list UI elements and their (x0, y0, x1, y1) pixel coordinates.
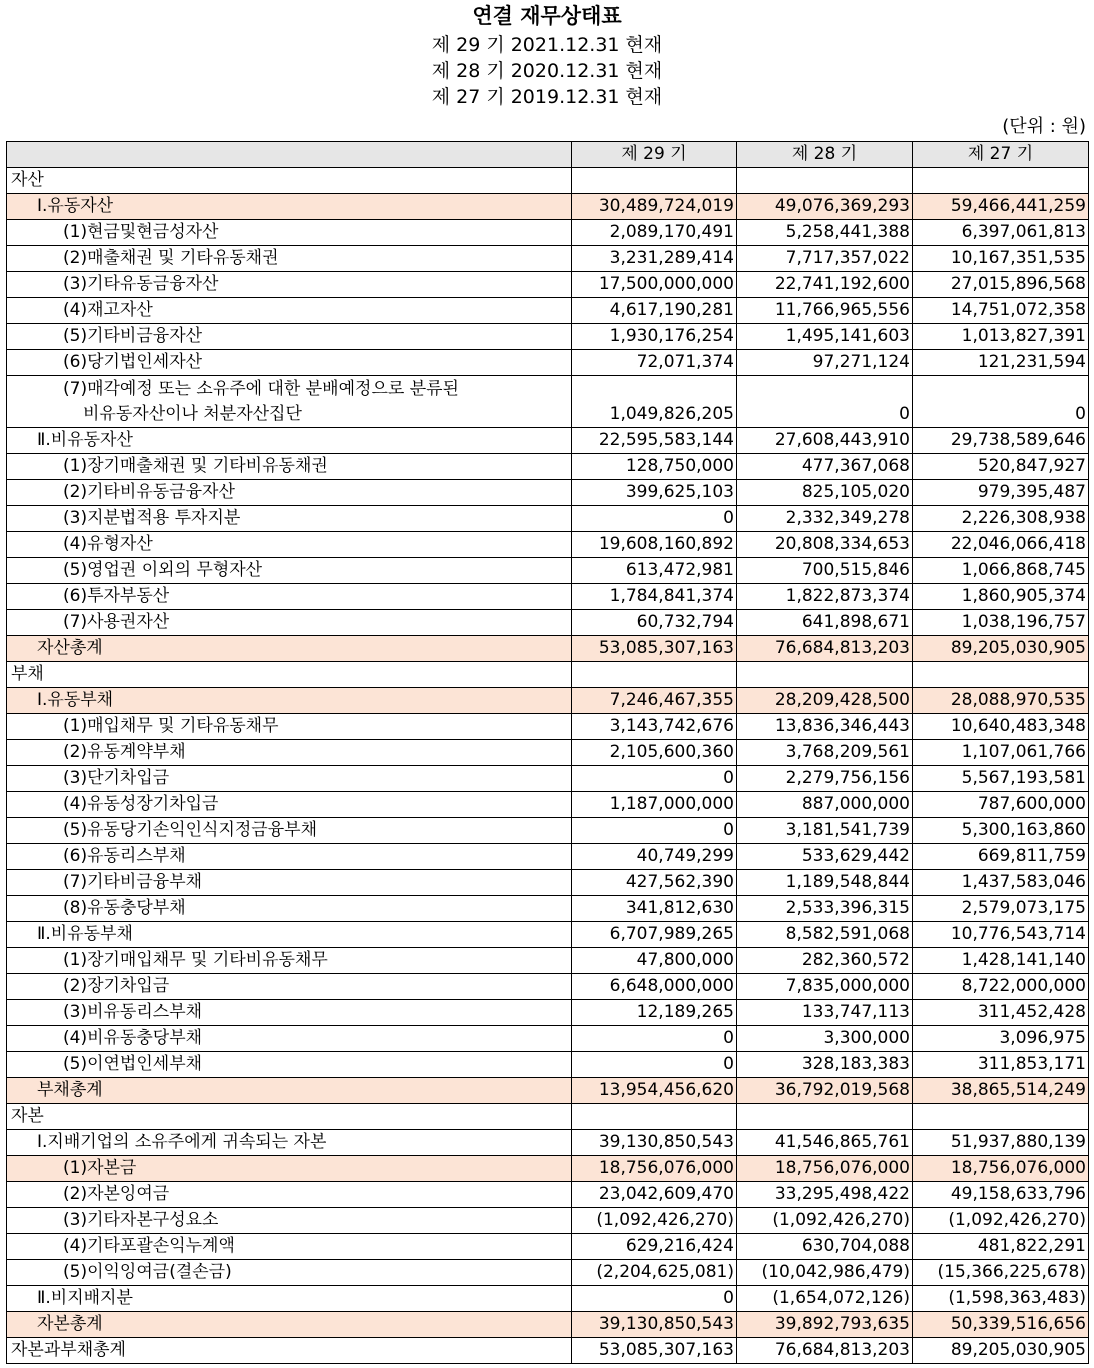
value-cell: 311,853,171 (913, 1052, 1089, 1078)
value-cell: 6,707,989,265 (572, 922, 737, 948)
value-cell: 59,466,441,259 (913, 194, 1089, 220)
table-row (7, 844, 1089, 870)
row-label: (2)장기차입금 (7, 974, 572, 1000)
row-label: (4)유동성장기차입금 (7, 792, 572, 818)
value-cell: 23,042,609,470 (572, 1182, 737, 1208)
value-cell (913, 1104, 1089, 1130)
value-cell: 10,640,483,348 (913, 714, 1089, 740)
value-cell: 40,749,299 (572, 844, 737, 870)
value-cell: 1,495,141,603 (737, 324, 913, 350)
table-row (7, 870, 1089, 896)
value-cell: 1,784,841,374 (572, 584, 737, 610)
value-cell: 1,066,868,745 (913, 558, 1089, 584)
value-cell: 30,489,724,019 (572, 194, 737, 220)
value-cell: 6,648,000,000 (572, 974, 737, 1000)
value-cell: 887,000,000 (737, 792, 913, 818)
row-label: (2)유동계약부채 (7, 740, 572, 766)
row-label: (1)장기매출채권 및 기타비유동채권 (7, 454, 572, 480)
value-cell: 7,717,357,022 (737, 246, 913, 272)
value-cell: 0 (737, 376, 913, 428)
table-row (7, 428, 1089, 454)
value-cell: 1,822,873,374 (737, 584, 913, 610)
value-cell: 0 (913, 376, 1089, 428)
table-row (7, 1312, 1089, 1338)
value-cell: (1,092,426,270) (737, 1208, 913, 1234)
header-cell: 제 28 기 (737, 142, 913, 168)
header-cell: 제 29 기 (572, 142, 737, 168)
value-cell: 669,811,759 (913, 844, 1089, 870)
value-cell: 13,836,346,443 (737, 714, 913, 740)
value-cell: 979,395,487 (913, 480, 1089, 506)
value-cell: (2,204,625,081) (572, 1260, 737, 1286)
balance-sheet-table (6, 141, 1089, 1364)
table-row (7, 896, 1089, 922)
value-cell (913, 168, 1089, 194)
value-cell: 3,181,541,739 (737, 818, 913, 844)
row-label: 자산 (7, 168, 572, 194)
period-28: 제 28 기 2020.12.31 현재 (431, 60, 663, 82)
value-cell: 4,617,190,281 (572, 298, 737, 324)
table-row (7, 1156, 1089, 1182)
value-cell: 7,835,000,000 (737, 974, 913, 1000)
row-label: (7)기타비금융부채 (7, 870, 572, 896)
table-row (7, 1286, 1089, 1312)
row-label: (5)이연법인세부채 (7, 1052, 572, 1078)
value-cell (737, 662, 913, 688)
row-label: (1)자본금 (7, 1156, 572, 1182)
row-label: 부채 (7, 662, 572, 688)
row-label: (3)단기차입금 (7, 766, 572, 792)
table-row (7, 272, 1089, 298)
table-row (7, 662, 1089, 688)
value-cell: 7,246,467,355 (572, 688, 737, 714)
value-cell: 311,452,428 (913, 1000, 1089, 1026)
value-cell: 10,167,351,535 (913, 246, 1089, 272)
value-cell: 0 (572, 766, 737, 792)
row-label: (3)지분법적용 투자지분 (7, 506, 572, 532)
value-cell: 27,015,896,568 (913, 272, 1089, 298)
row-label: (2)기타비유동금융자산 (7, 480, 572, 506)
value-cell (572, 168, 737, 194)
value-cell: 18,756,076,000 (913, 1156, 1089, 1182)
table-row (7, 584, 1089, 610)
table-row (7, 168, 1089, 194)
table-row (7, 1104, 1089, 1130)
row-label: (8)유동충당부채 (7, 896, 572, 922)
value-cell: 341,812,630 (572, 896, 737, 922)
table-row (7, 636, 1089, 662)
value-cell: (1,654,072,126) (737, 1286, 913, 1312)
value-cell: 39,892,793,635 (737, 1312, 913, 1338)
row-label: (3)비유동리스부채 (7, 1000, 572, 1026)
table-row (7, 506, 1089, 532)
value-cell: 1,049,826,205 (572, 376, 737, 428)
row-label: (7)사용권자산 (7, 610, 572, 636)
row-label: Ⅱ.비지배지분 (7, 1286, 572, 1312)
table-row (7, 376, 1089, 428)
row-label-line: (7)매각예정 또는 소유주에 대한 분배예정으로 분류된 (63, 378, 459, 399)
value-cell: 5,258,441,388 (737, 220, 913, 246)
row-label: (5)영업권 이외의 무형자산 (7, 558, 572, 584)
value-cell: 1,189,548,844 (737, 870, 913, 896)
value-cell: (15,366,225,678) (913, 1260, 1089, 1286)
table-row (7, 766, 1089, 792)
table-row (7, 1000, 1089, 1026)
value-cell: 28,209,428,500 (737, 688, 913, 714)
page-title: 연결 재무상태표 (472, 4, 622, 28)
value-cell: 10,776,543,714 (913, 922, 1089, 948)
value-cell: 39,130,850,543 (572, 1312, 737, 1338)
value-cell: 613,472,981 (572, 558, 737, 584)
table-row (7, 688, 1089, 714)
value-cell: 5,300,163,860 (913, 818, 1089, 844)
value-cell: 72,071,374 (572, 350, 737, 376)
row-label: 자본 (7, 1104, 572, 1130)
value-cell: 3,143,742,676 (572, 714, 737, 740)
value-cell: 11,766,965,556 (737, 298, 913, 324)
value-cell: 2,579,073,175 (913, 896, 1089, 922)
value-cell: 1,107,061,766 (913, 740, 1089, 766)
value-cell: (1,598,363,483) (913, 1286, 1089, 1312)
value-cell: 89,205,030,905 (913, 636, 1089, 662)
value-cell: 39,130,850,543 (572, 1130, 737, 1156)
table-row (7, 948, 1089, 974)
value-cell: 19,608,160,892 (572, 532, 737, 558)
value-cell (572, 662, 737, 688)
value-cell: 533,629,442 (737, 844, 913, 870)
value-cell: 1,013,827,391 (913, 324, 1089, 350)
value-cell: 22,741,192,600 (737, 272, 913, 298)
table-row (7, 740, 1089, 766)
row-label: (6)유동리스부채 (7, 844, 572, 870)
value-cell: 0 (572, 1026, 737, 1052)
table-row (7, 1078, 1089, 1104)
row-label: (4)유형자산 (7, 532, 572, 558)
row-label: 부채총계 (7, 1078, 572, 1104)
value-cell: 50,339,516,656 (913, 1312, 1089, 1338)
value-cell: 133,747,113 (737, 1000, 913, 1026)
value-cell: 399,625,103 (572, 480, 737, 506)
value-cell: 1,187,000,000 (572, 792, 737, 818)
value-cell: 14,751,072,358 (913, 298, 1089, 324)
value-cell: 1,437,583,046 (913, 870, 1089, 896)
row-label: Ⅱ.비유동부채 (7, 922, 572, 948)
value-cell: 3,300,000 (737, 1026, 913, 1052)
value-cell: 3,768,209,561 (737, 740, 913, 766)
value-cell: 49,076,369,293 (737, 194, 913, 220)
row-label: Ⅱ.비유동자산 (7, 428, 572, 454)
table-header-row (7, 142, 1089, 168)
value-cell: 0 (572, 1286, 737, 1312)
value-cell (737, 168, 913, 194)
table-row (7, 480, 1089, 506)
value-cell: 60,732,794 (572, 610, 737, 636)
header-cell (7, 142, 572, 168)
row-label: 자본과부채총계 (7, 1338, 572, 1364)
row-label: (4)재고자산 (7, 298, 572, 324)
value-cell: 36,792,019,568 (737, 1078, 913, 1104)
value-cell: 76,684,813,203 (737, 636, 913, 662)
row-label: (5)유동당기손익인식지정금융부채 (7, 818, 572, 844)
value-cell: 427,562,390 (572, 870, 737, 896)
value-cell: 12,189,265 (572, 1000, 737, 1026)
table-row (7, 194, 1089, 220)
row-label: (1)장기매입채무 및 기타비유동채무 (7, 948, 572, 974)
header-cell: 제 27 기 (913, 142, 1089, 168)
value-cell (737, 1104, 913, 1130)
value-cell: 3,231,289,414 (572, 246, 737, 272)
row-label: 자산총계 (7, 636, 572, 662)
table-row (7, 1130, 1089, 1156)
table-row (7, 1208, 1089, 1234)
row-label: 자본총계 (7, 1312, 572, 1338)
value-cell: 328,183,383 (737, 1052, 913, 1078)
value-cell: 27,608,443,910 (737, 428, 913, 454)
value-cell: 49,158,633,796 (913, 1182, 1089, 1208)
row-label (7, 376, 572, 428)
table-row (7, 1234, 1089, 1260)
value-cell: 700,515,846 (737, 558, 913, 584)
value-cell: 8,722,000,000 (913, 974, 1089, 1000)
value-cell: (1,092,426,270) (913, 1208, 1089, 1234)
table-row (7, 298, 1089, 324)
row-label: (4)비유동충당부채 (7, 1026, 572, 1052)
row-label: (1)현금및현금성자산 (7, 220, 572, 246)
table-row (7, 1182, 1089, 1208)
table-row (7, 454, 1089, 480)
table-row (7, 1338, 1089, 1364)
value-cell: (10,042,986,479) (737, 1260, 913, 1286)
value-cell: 29,738,589,646 (913, 428, 1089, 454)
value-cell: 629,216,424 (572, 1234, 737, 1260)
value-cell: 76,684,813,203 (737, 1338, 913, 1364)
table-row (7, 558, 1089, 584)
value-cell (572, 1104, 737, 1130)
value-cell: 53,085,307,163 (572, 636, 737, 662)
value-cell: 33,295,498,422 (737, 1182, 913, 1208)
row-label: (6)투자부동산 (7, 584, 572, 610)
value-cell: 787,600,000 (913, 792, 1089, 818)
value-cell: (1,092,426,270) (572, 1208, 737, 1234)
value-cell (913, 662, 1089, 688)
value-cell: 89,205,030,905 (913, 1338, 1089, 1364)
table-row (7, 532, 1089, 558)
table-row (7, 974, 1089, 1000)
table-row (7, 792, 1089, 818)
value-cell: 121,231,594 (913, 350, 1089, 376)
row-label: (6)당기법인세자산 (7, 350, 572, 376)
value-cell: 0 (572, 506, 737, 532)
value-cell: 1,930,176,254 (572, 324, 737, 350)
value-cell: 5,567,193,581 (913, 766, 1089, 792)
row-label: Ⅰ.유동자산 (7, 194, 572, 220)
value-cell: 520,847,927 (913, 454, 1089, 480)
value-cell: 3,096,975 (913, 1026, 1089, 1052)
row-label: (2)자본잉여금 (7, 1182, 572, 1208)
value-cell: 2,226,308,938 (913, 506, 1089, 532)
value-cell: 20,808,334,653 (737, 532, 913, 558)
value-cell: 51,937,880,139 (913, 1130, 1089, 1156)
value-cell: 0 (572, 1052, 737, 1078)
value-cell: 13,954,456,620 (572, 1078, 737, 1104)
value-cell: 22,595,583,144 (572, 428, 737, 454)
value-cell: 17,500,000,000 (572, 272, 737, 298)
value-cell: 18,756,076,000 (737, 1156, 913, 1182)
value-cell: 481,822,291 (913, 1234, 1089, 1260)
table-row (7, 610, 1089, 636)
value-cell: 28,088,970,535 (913, 688, 1089, 714)
value-cell: 2,105,600,360 (572, 740, 737, 766)
table-row (7, 818, 1089, 844)
row-label: (2)매출채권 및 기타유동채권 (7, 246, 572, 272)
value-cell: 2,533,396,315 (737, 896, 913, 922)
value-cell: 47,800,000 (572, 948, 737, 974)
row-label: (5)기타비금융자산 (7, 324, 572, 350)
value-cell: 825,105,020 (737, 480, 913, 506)
row-label: (3)기타자본구성요소 (7, 1208, 572, 1234)
value-cell: 1,428,141,140 (913, 948, 1089, 974)
value-cell: 2,279,756,156 (737, 766, 913, 792)
value-cell: 1,038,196,757 (913, 610, 1089, 636)
value-cell: 630,704,088 (737, 1234, 913, 1260)
unit-label: (단위 : 원) (1002, 116, 1086, 137)
row-label: Ⅰ.지배기업의 소유주에게 귀속되는 자본 (7, 1130, 572, 1156)
value-cell: 0 (572, 818, 737, 844)
table-row (7, 1026, 1089, 1052)
value-cell: 22,046,066,418 (913, 532, 1089, 558)
row-label: (5)이익잉여금(결손금) (7, 1260, 572, 1286)
value-cell: 97,271,124 (737, 350, 913, 376)
row-label-line: 비유동자산이나 처분자산집단 (83, 403, 302, 424)
table-row (7, 1260, 1089, 1286)
row-label: Ⅰ.유동부채 (7, 688, 572, 714)
period-27: 제 27 기 2019.12.31 현재 (431, 86, 663, 108)
table-row (7, 324, 1089, 350)
period-29: 제 29 기 2021.12.31 현재 (431, 34, 663, 56)
value-cell: 282,360,572 (737, 948, 913, 974)
value-cell: 38,865,514,249 (913, 1078, 1089, 1104)
table-row (7, 1052, 1089, 1078)
value-cell: 41,546,865,761 (737, 1130, 913, 1156)
row-label: (4)기타포괄손익누계액 (7, 1234, 572, 1260)
value-cell: 18,756,076,000 (572, 1156, 737, 1182)
value-cell: 8,582,591,068 (737, 922, 913, 948)
value-cell: 2,332,349,278 (737, 506, 913, 532)
value-cell: 53,085,307,163 (572, 1338, 737, 1364)
table-row (7, 714, 1089, 740)
value-cell: 2,089,170,491 (572, 220, 737, 246)
value-cell: 1,860,905,374 (913, 584, 1089, 610)
value-cell: 641,898,671 (737, 610, 913, 636)
row-label: (1)매입채무 및 기타유동채무 (7, 714, 572, 740)
table-row (7, 922, 1089, 948)
table-row (7, 246, 1089, 272)
value-cell: 477,367,068 (737, 454, 913, 480)
table-row (7, 350, 1089, 376)
table-row (7, 220, 1089, 246)
row-label: (3)기타유동금융자산 (7, 272, 572, 298)
value-cell: 6,397,061,813 (913, 220, 1089, 246)
value-cell: 128,750,000 (572, 454, 737, 480)
